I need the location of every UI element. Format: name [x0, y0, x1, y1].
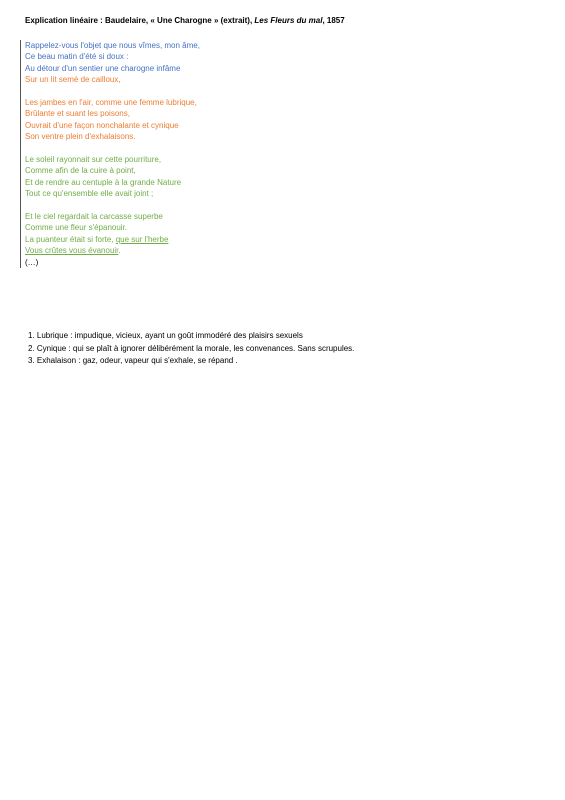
verse-line [25, 245, 200, 256]
stanza-4 [25, 211, 200, 268]
verse-line: Et le ciel regardait la carcasse superbe [25, 212, 163, 222]
verse-line: Rappelez-vous l'objet que nous vîmes, mon âme, [25, 41, 200, 50]
note-item: 3. Exhalaison : gaz, odeur, vapeur qui s'exhale, se répand . [28, 356, 238, 366]
stanza-1 [25, 40, 200, 86]
verse-line: Comme afin de la cuire à point, [25, 166, 136, 176]
poem-extract [20, 40, 200, 268]
note-item: 2. Cynique : qui se plaît à ignorer délibérément la morale, les convenances. Sans scrupules. [28, 343, 355, 353]
verse-text: La puanteur était si forte, [25, 234, 116, 244]
verse-line: Sur un lit semé de cailloux, [25, 75, 121, 85]
underlined-text: Vous crûtes vous évanouir [25, 246, 119, 256]
verse-line: Ce beau matin d'été si doux : [25, 52, 129, 62]
verse-line [25, 234, 200, 245]
verse-text: . [118, 246, 121, 256]
note-item: 1. Lubrique : impudique, vicieux, ayant un goût immodéré des plaisirs sexuels [28, 331, 303, 340]
page-title [25, 16, 345, 25]
verse-line: Au détour d'un sentier une charogne infâme [25, 63, 181, 73]
verse-line: Les jambes en l'air, comme une femme lubrique, [25, 98, 197, 108]
verse-line: Brûlante et suant les poisons, [25, 109, 130, 119]
verse-line: Et de rendre au centuple à la grande Nature [25, 177, 182, 187]
stanza-3 [25, 154, 200, 200]
vocabulary-notes [28, 330, 354, 368]
stanza-2 [25, 97, 200, 143]
verse-line: Le soleil rayonnait sur cette pourriture, [25, 155, 162, 165]
title-suffix: , 1857 [322, 16, 345, 25]
verse-line: Ouvrait d'une façon nonchalante et cynique [25, 120, 179, 130]
verse-line: Tout ce qu'ensemble elle avait joint ; [25, 189, 154, 199]
ellipsis-marker: (…) [25, 257, 39, 267]
verse-line: Son ventre plein d'exhalaisons. [25, 132, 136, 142]
title-prefix: Explication linéaire : Baudelaire, « Une Charogne » (extrait), [25, 16, 255, 25]
underlined-text: que sur l'herbe [115, 234, 169, 244]
title-work: Les Fleurs du mal [254, 16, 323, 25]
verse-line: Comme une fleur s'épanouir. [25, 223, 128, 233]
